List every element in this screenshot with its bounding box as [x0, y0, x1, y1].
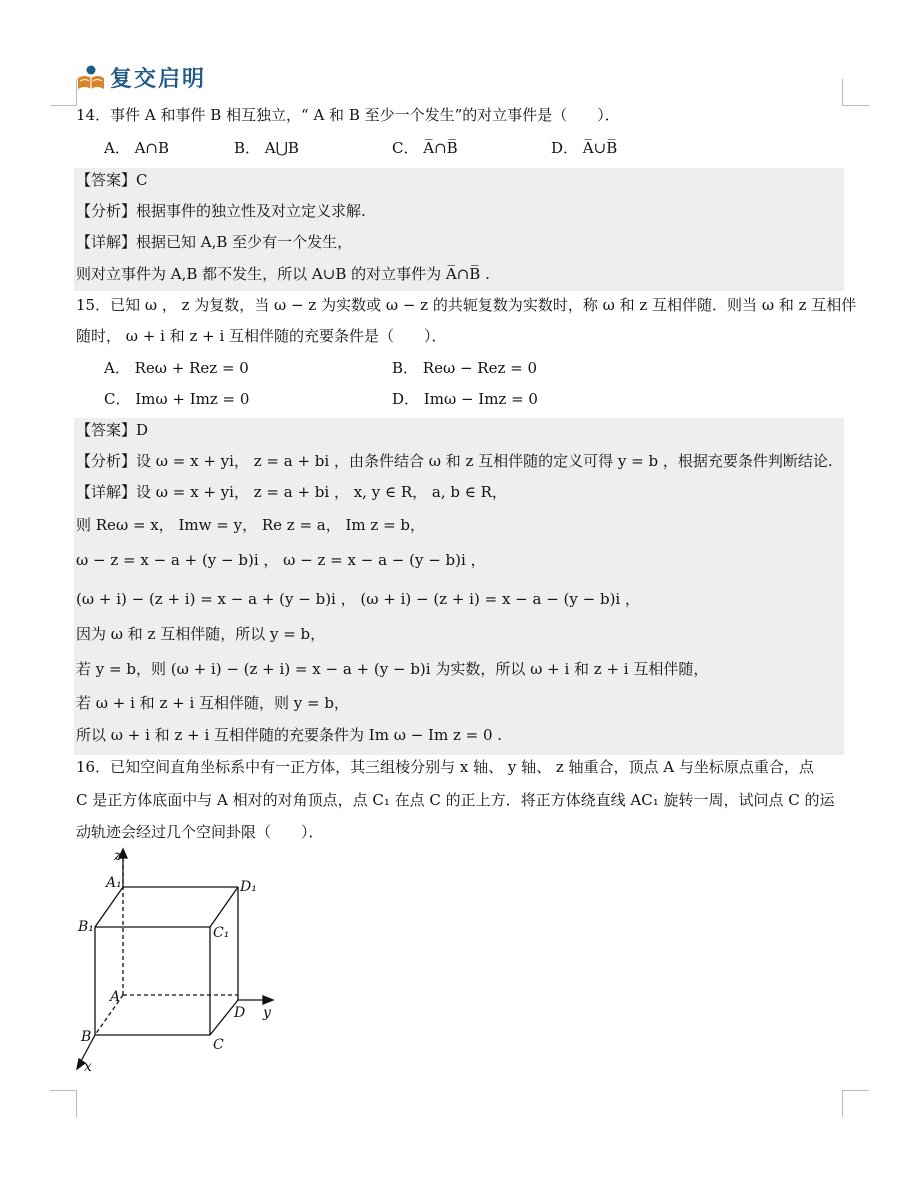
q14-stem: 14．事件 A 和事件 B 相互独立，“ A 和 B 至少一个发生”的对立事件是（ ）．: [76, 106, 620, 124]
q15-option-b: B． Reω − Rez = 0: [392, 359, 538, 377]
q14-option-b: B． A⋃B: [234, 139, 299, 157]
crop-mark-bottom-right: [842, 1090, 869, 1117]
q15-detail-line-4: 因为 ω 和 z 互相伴随，所以 y = b，: [76, 625, 326, 643]
book-reader-icon: [76, 64, 106, 92]
figure-label-x: x: [84, 1059, 92, 1075]
q14-analysis: 【分析】根据事件的独立性及对立定义求解.: [76, 202, 366, 220]
q14-option-d: D． A̅∪B̅: [551, 139, 618, 157]
q14-option-c: C． A̅∩B̅: [392, 139, 458, 157]
q14-detail: 【详解】根据已知 A,B 至少有一个发生，: [76, 233, 353, 251]
q15-detail-line-5: 若 y = b，则 (ω + i) − (z + i) = x − a + (y − b)i 为实数，所以 ω + i 和 z + i 互相伴随，: [76, 660, 709, 678]
q15-analysis: 【分析】设 ω = x + yi， z = a + bi ，由条件结合 ω 和 z 互相伴随的定义可得 y = b ，根据充要条件判断结论.: [76, 452, 833, 470]
figure-label-b: B: [81, 1029, 92, 1045]
q15-detail-line-1: 则 Reω = x， Imw = y， Re z = a， Im z = b，: [76, 516, 426, 534]
q16-stem-line-3: 动轨迹会经过几个空间卦限（ ）．: [76, 823, 324, 841]
q14-detail-line-2: 则对立事件为 A,B 都不发生，所以 A∪B 的对立事件为 A̅∩B̅ .: [76, 265, 490, 283]
q16-stem-line-2: C 是正方体底面中与 A 相对的对角顶点，点 C₁ 在点 C 的正上方．将正方体绕直线 AC₁ 旋转一周，试问点 C 的运: [76, 791, 835, 809]
crop-mark-bottom-left: [50, 1090, 77, 1117]
q15-detail-line-6: 若 ω + i 和 z + i 互相伴随，则 y = b，: [76, 694, 349, 712]
q15-stem-line-1: 15．已知 ω ， z 为复数，当 ω − z 为实数或 ω − z 的共轭复数为实数时，称 ω 和 z 互相伴随．则当 ω 和 z 互相伴: [76, 296, 857, 314]
q15-option-a: A． Reω + Rez = 0: [104, 359, 249, 377]
q15-detail: 【详解】设 ω = x + yi， z = a + bi ， x, y ∈ R， a, b ∈ R，: [76, 483, 507, 501]
figure-label-z: z: [114, 848, 122, 864]
figure-label-a: A: [110, 989, 121, 1005]
header-logo: [76, 62, 206, 93]
figure-label-c: C: [213, 1037, 224, 1053]
logo-text: 复交启明: [110, 67, 207, 92]
figure-label-y: y: [263, 1005, 271, 1021]
q15-detail-line-7: 所以 ω + i 和 z + i 互相伴随的充要条件为 Im ω − Im z = 0 .: [76, 726, 503, 744]
q14-option-a: A． A∩B: [104, 139, 170, 157]
q15-detail-line-3: (ω + i) − (z + i) = x − a + (y − b)i ， (ω + i) − (z + i) = x − a − (y − b)i ，: [76, 590, 641, 608]
crop-mark-top-right: [842, 79, 869, 106]
cube-figure: [70, 845, 290, 1075]
figure-label-b1: B₁: [78, 919, 94, 935]
q14-answer: 【答案】C: [76, 171, 148, 189]
q15-answer: 【答案】D: [76, 421, 149, 439]
q15-option-d: D． Imω − Imz = 0: [392, 390, 538, 408]
figure-label-d1: D₁: [240, 879, 257, 895]
q15-detail-line-2: ω − z = x − a + (y − b)i ， ω − z = x − a − (y − b)i ，: [76, 551, 486, 569]
figure-label-a1: A₁: [106, 875, 122, 891]
q16-stem-line-1: 16．已知空间直角坐标系中有一正方体，其三组棱分别与 x 轴、 y 轴、 z 轴重合，顶点 A 与坐标原点重合，点: [76, 758, 814, 776]
q15-option-c: C． Imω + Imz = 0: [104, 390, 250, 408]
figure-label-d: D: [234, 1005, 246, 1021]
q15-stem-line-2: 随时， ω + i 和 z + i 互相伴随的充要条件是（ ）．: [76, 327, 447, 345]
figure-label-c1: C₁: [213, 925, 230, 941]
crop-mark-top-left: [50, 79, 77, 106]
